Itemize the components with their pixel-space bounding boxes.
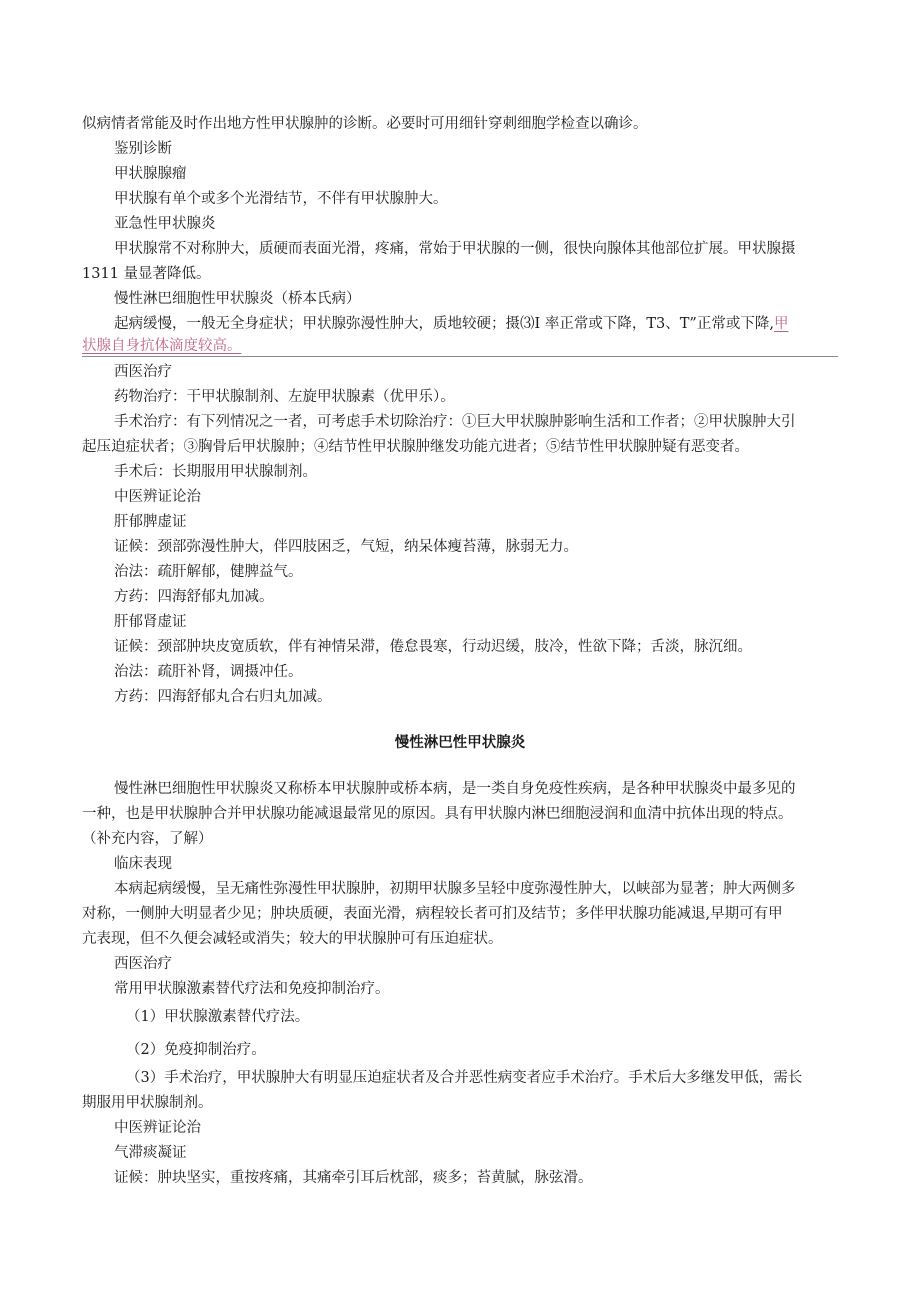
paragraph-line: 治法：疏肝解郁，健脾益气。 <box>114 564 303 580</box>
paragraph-line: 甲状腺常不对称肿大，质硬而表面光滑，疼痛，常始于甲状腺的一侧，很快向腺体其他部位扩展。甲状腺摄 <box>114 241 796 257</box>
paragraph-line: 亢表现，但不久便会减轻或消失；较大的甲状腺肿可有压迫症状。 <box>82 931 503 947</box>
document-heading: 慢性淋巴性甲状腺炎 <box>394 735 526 751</box>
list-item: （3）手术治疗，甲状腺肿大有明显压迫症状者及合并恶性病变者应手术治疗。手术后大多继发甲低，需长 <box>126 1070 803 1086</box>
section-heading: 中医辨证论治 <box>114 1120 201 1136</box>
paragraph-line: 起压迫症状者；③胸骨后甲状腺肿；④结节性甲状腺肿继发功能亢进者；⑤结节性甲状腺肿疑有恶变者。 <box>82 439 749 455</box>
paragraph-line: 证候：肿块坚实，重按疼痛，其痛牵引耳后枕部，痰多；苔黄腻，脉弦滑。 <box>114 1170 593 1186</box>
paragraph-text: 起病缓慢，一般无全身症状；甲状腺弥漫性肿大，质地较硬；摄⑶I 率正常或下降，T3、T”正常或下降, <box>114 316 774 332</box>
paragraph-line: 手术后：长期服用甲状腺制剂。 <box>114 464 317 480</box>
paragraph-line: 1311 量显著降低。 <box>82 266 211 282</box>
paragraph-line: 对称，一侧肿大明显者少见；肿块质硬，表面光滑，病程较长者可扪及结节；多伴甲状腺功能减退,早期可有甲 <box>82 906 783 922</box>
list-item: （1）甲状腺激素替代疗法。 <box>126 1009 310 1025</box>
subsection-heading: 慢性淋巴细胞性甲状腺炎（桥本氏病） <box>114 291 361 307</box>
paragraph-line: 甲状腺有单个或多个光滑结节，不伴有甲状腺肿大。 <box>114 191 448 207</box>
paragraph-line: 证候：颈部弥漫性肿大，伴四肢困乏，气短，纳呆体瘦苔薄，脉弱无力。 <box>114 539 578 555</box>
paragraph-line: 治法：疏肝补肾，调摄冲任。 <box>114 664 303 680</box>
paragraph-line: 似病情者常能及时作出地方性甲状腺肿的诊断。必要时可用细针穿刺细胞学检查以确诊。 <box>82 116 648 132</box>
section-heading: 中医辨证论治 <box>114 489 201 505</box>
highlighted-text: 状腺自身抗体滴度较高。 <box>82 338 242 354</box>
paragraph-line: 慢性淋巴细胞性甲状腺炎又称桥本甲状腺肿或桥本病，是一类自身免疫性疾病，是各种甲状腺炎中最多见的 <box>114 781 796 797</box>
paragraph-line: 手术治疗：有下列情况之一者，可考虑手术切除治疗：①巨大甲状腺肿影响生活和工作者；②甲状腺肿大引 <box>114 414 796 430</box>
divider <box>82 356 838 357</box>
paragraph-line <box>0 336 920 356</box>
paragraph-line: 证候：颈部肿块皮宽质软，伴有神情呆滞，倦怠畏寒，行动迟缓，肢冷，性欲下降；舌淡，脉沉细。 <box>114 639 752 655</box>
paragraph-line: 常用甲状腺激素替代疗法和免疫抑制治疗。 <box>114 981 390 997</box>
paragraph-line: 药物治疗：干甲状腺制剂、左旋甲状腺素（优甲乐）。 <box>114 389 455 405</box>
subsection-heading: 肝郁肾虚证 <box>114 614 187 630</box>
section-heading: 鉴别诊断 <box>114 141 172 157</box>
paragraph-line: （补充内容，了解） <box>82 831 213 847</box>
paragraph-line: 方药：四海舒郁丸加减。 <box>114 589 274 605</box>
paragraph-line <box>0 314 920 334</box>
section-heading: 西医治疗 <box>114 956 172 972</box>
section-heading: 临床表现 <box>114 856 172 872</box>
paragraph-line: 一种，也是甲状腺肿合并甲状腺功能减退最常见的原因。具有甲状腺内淋巴细胞浸润和血清中抗体出现的特点。 <box>82 806 793 822</box>
highlighted-text: 甲 <box>773 316 789 332</box>
subsection-heading: 甲状腺腺瘤 <box>114 166 187 182</box>
paragraph-line: 方药：四海舒郁丸合右归丸加减。 <box>114 689 332 705</box>
subsection-heading: 亚急性甲状腺炎 <box>114 216 216 232</box>
list-item: （2）免疫抑制治疗。 <box>126 1042 266 1058</box>
subsection-heading: 肝郁脾虚证 <box>114 514 187 530</box>
paragraph-line: 期服用甲状腺制剂。 <box>82 1095 213 1111</box>
section-heading: 西医治疗 <box>114 364 172 380</box>
paragraph-line: 本病起病缓慢，呈无痛性弥漫性甲状腺肿，初期甲状腺多呈轻中度弥漫性肿大，以峡部为显著；肿大两侧多 <box>114 881 796 897</box>
subsection-heading: 气滞痰凝证 <box>114 1145 187 1161</box>
